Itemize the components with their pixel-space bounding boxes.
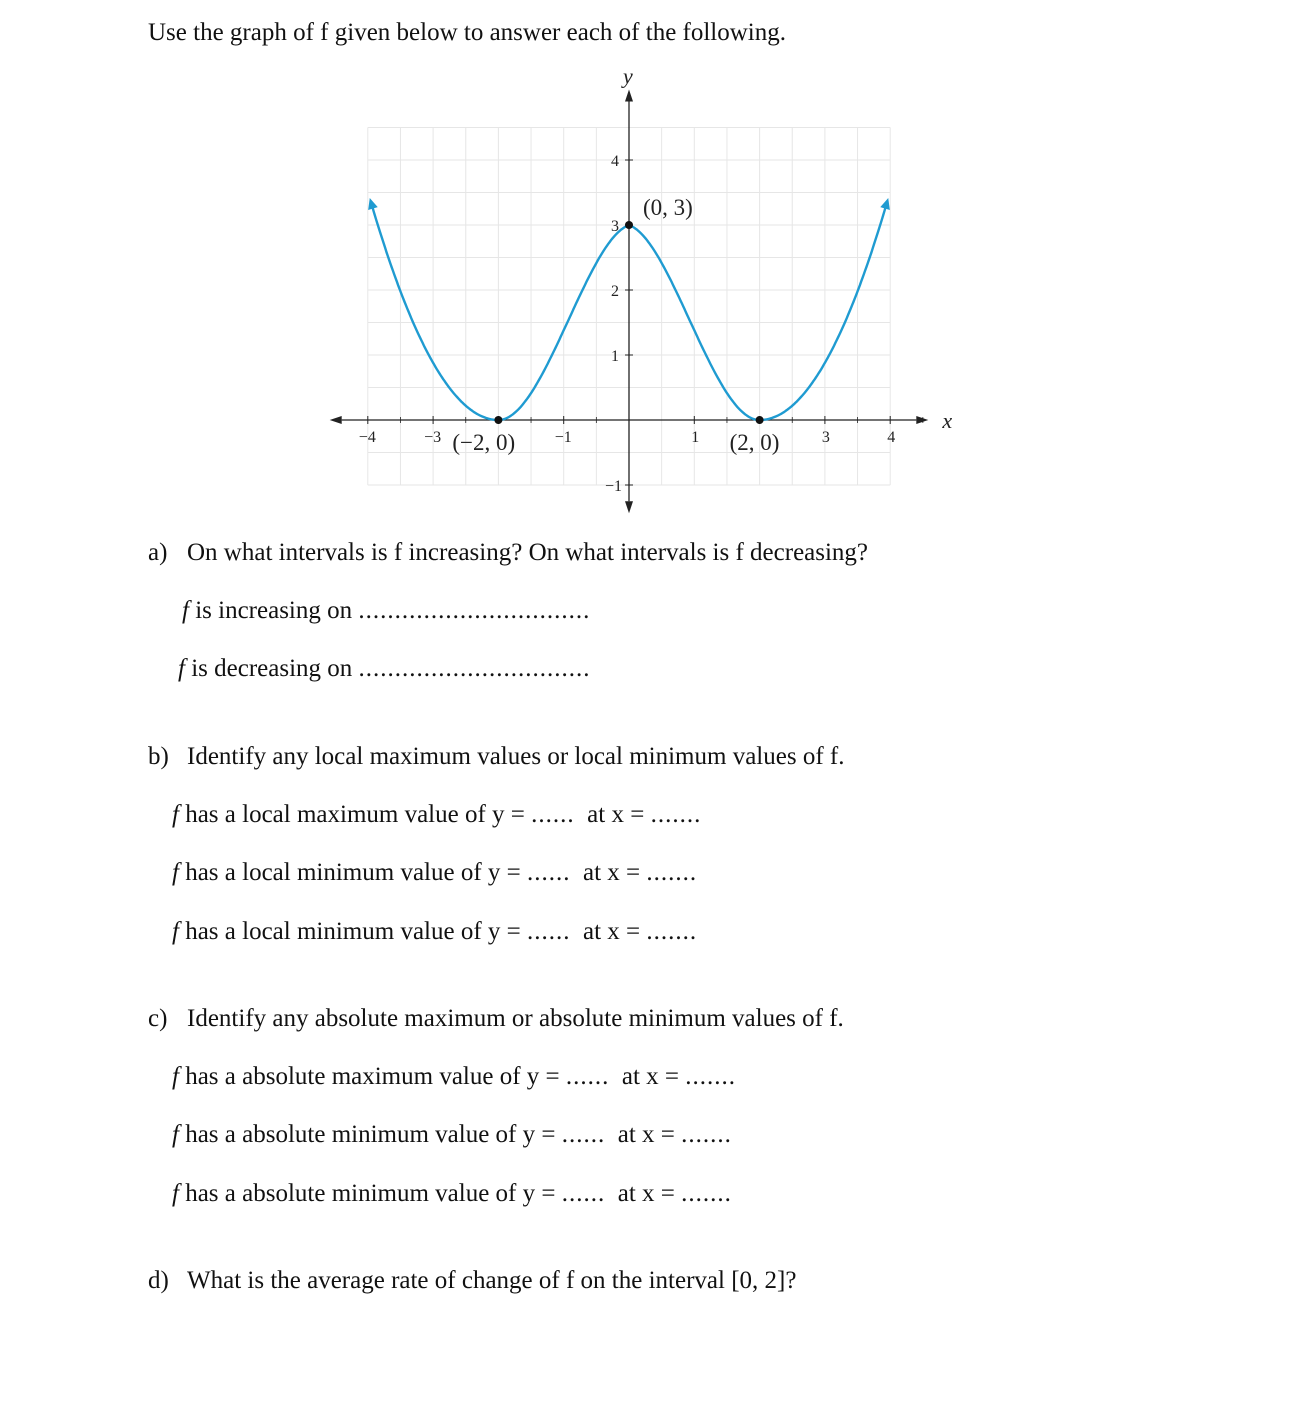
x-blank[interactable]: ....... [681,1180,732,1207]
x-blank[interactable]: ....... [646,918,698,945]
answer-line-text: has a absolute maximum value of y = [178,1063,566,1090]
x-axis-arrow [330,416,342,424]
x-tick-label: −1 [554,429,572,446]
key-point [625,221,633,229]
answer-blank[interactable]: ................................ [358,597,591,624]
point-label: (−2, 0) [452,430,516,455]
at-x-text: at x = [583,918,647,945]
question-c-text: Identify any absolute maximum or absolute minimum values of f. [187,1005,844,1032]
f-symbol: f [172,918,179,945]
answer-line-text: has a local minimum value of y = [178,859,527,886]
y-blank[interactable]: ...... [561,1121,606,1148]
abs-min-line-1 [172,1120,732,1150]
question-b-text: Identify any local maximum values or local minimum values of f. [187,743,845,770]
answer-line-decreasing [178,654,591,684]
local-max-line [172,800,701,830]
x-tick-label: 4 [887,429,896,446]
f-symbol: f [172,801,179,828]
f-symbol: f [172,1180,179,1207]
y-tick-label: −1 [605,478,623,495]
abs-min-line-2 [172,1179,732,1209]
curve-arrow-left [368,198,378,210]
answer-line-text: is decreasing on [184,655,359,682]
answer-line-text: has a absolute minimum value of y = [178,1180,562,1207]
answer-line-text: has a local minimum value of y = [178,918,527,945]
at-x-text: at x = [617,1121,682,1148]
intro-text: Use the graph of f given below to answer each of the following. [148,19,787,46]
x-tick-label: 3 [821,429,830,446]
question-d-letter: d) [148,1267,169,1294]
x-tick-label: −3 [424,429,442,446]
at-x-text: at x = [617,1180,682,1207]
f-symbol: f [172,1063,179,1090]
key-point [494,416,502,424]
question-b-letter: b) [148,743,169,770]
answer-blank[interactable]: ................................ [358,655,591,682]
y-blank[interactable]: ...... [531,801,575,828]
x-blank[interactable]: ....... [681,1121,732,1148]
y-blank[interactable]: ...... [561,1180,606,1207]
y-axis-label: y [623,63,633,89]
axes [330,90,929,514]
abs-max-line [172,1062,736,1092]
y-tick-label: 1 [611,348,619,365]
y-tick-label: 3 [611,218,619,235]
at-x-text: at x = [583,859,647,886]
question-d-text: What is the average rate of change of f on the interval [0, 2]? [187,1267,797,1294]
tick-labels [359,64,953,496]
x-axis-label: x [942,408,953,433]
y-blank[interactable]: ...... [527,918,571,945]
local-min-line-1 [172,858,697,888]
x-tick-label: −4 [358,429,376,446]
question-a-letter: a) [148,539,168,566]
key-point [756,416,764,424]
f-symbol: f [172,859,179,886]
f-symbol: f [178,655,185,682]
answer-line-text: is increasing on [188,597,359,624]
function-graph [330,63,953,520]
x-blank[interactable]: ....... [650,801,702,828]
x-tick-label: 1 [691,429,700,446]
answer-line-text: has a absolute minimum value of y = [178,1121,562,1148]
x-blank[interactable]: ....... [646,859,698,886]
local-min-line-2 [172,917,697,947]
at-x-text: at x = [621,1063,686,1090]
question-c-letter: c) [148,1005,168,1032]
at-x-text: at x = [587,801,651,828]
f-symbol: f [182,597,189,624]
y-tick-label: 4 [611,153,619,170]
x-blank[interactable]: ....... [685,1063,737,1090]
y-axis-arrow [625,90,633,102]
answer-line-increasing [182,596,590,626]
x-axis-arrow [916,416,928,424]
y-blank[interactable]: ...... [565,1063,610,1090]
y-tick-label: 2 [611,283,619,300]
y-axis-arrow [625,501,633,513]
f-symbol: f [172,1121,179,1148]
answer-line-text: has a local maximum value of y = [178,801,532,828]
curve-arrow-right [880,198,890,210]
y-blank[interactable]: ...... [527,859,571,886]
point-label: (2, 0) [729,430,780,455]
question-a-text: On what intervals is f increasing? On what intervals is f decreasing? [187,539,869,566]
point-label: (0, 3) [643,195,693,220]
